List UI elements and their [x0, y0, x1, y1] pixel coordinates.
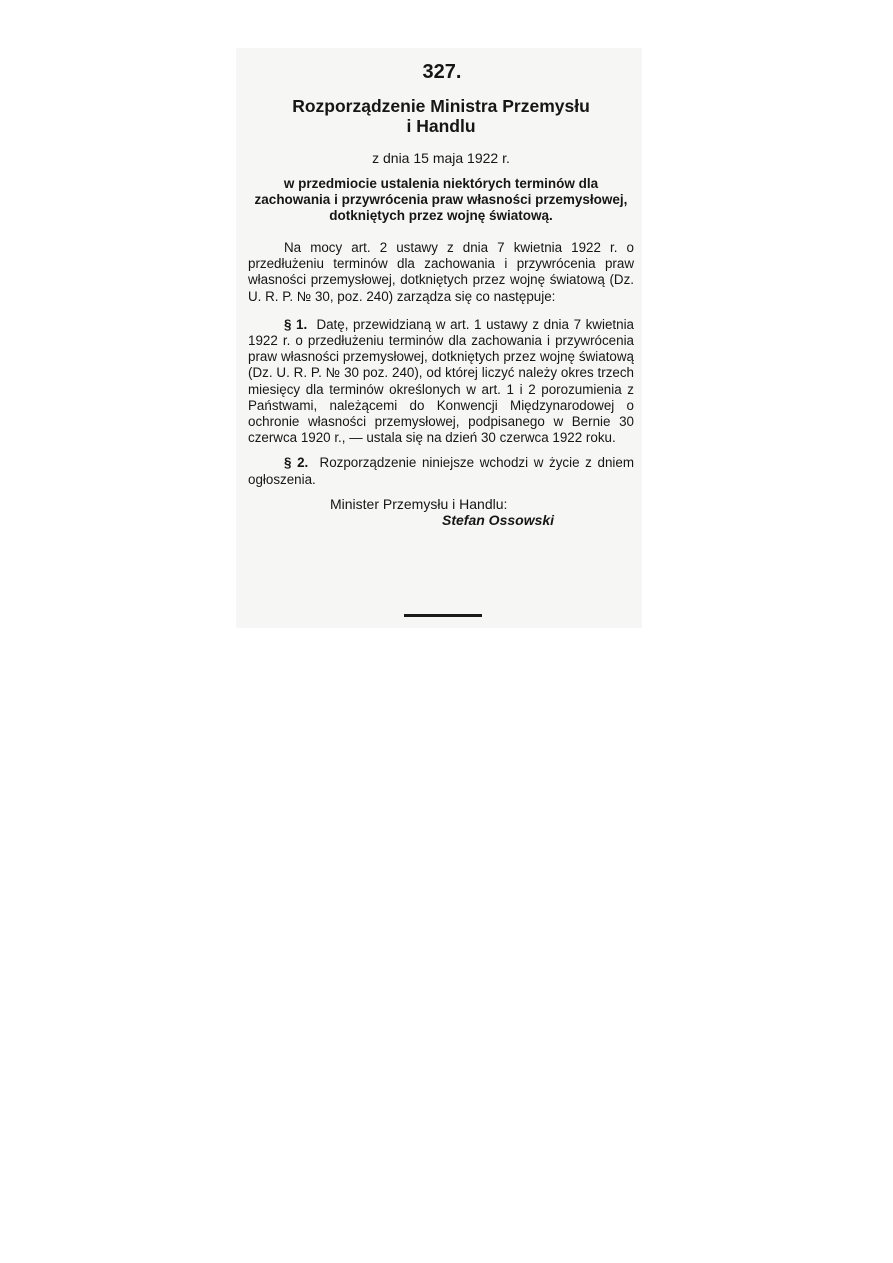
intro-paragraph: Na mocy art. 2 ustawy z dnia 7 kwietnia 1922 r. o przedłużeniu terminów dla zachowania i przywrócenia praw własności przemysłowej, dotkniętych przez wojnę światową (Dz. U. R. P. № 30, poz. 240) zarządza się co następuje: — [248, 240, 634, 304]
closing-rule — [404, 614, 482, 617]
section-1-label: § 1. — [284, 316, 308, 332]
section-1-text: Datę, przewidzianą w art. 1 ustawy z dnia 7 kwietnia 1922 r. o przedłużeniu terminów dla zachowania i przywrócenia praw własności przemysłowej, dotkniętych przez wojnę światową (Dz. U. R. P. № 30 poz. 240), od której liczyć należy okres trzech miesięcy dla terminów określonych w art. 1 i 2 porozumienia z Państwami, należącemi do Konwencji Międzynarodowej o ochronie własności przemysłowej, podpisanego w Bernie 30 czerwca 1920 r., — ustala się na dzień 30 czerwca 1922 roku. — [248, 316, 634, 446]
document-date: z dnia 15 maja 1922 r. — [372, 150, 510, 166]
document-column — [248, 60, 634, 528]
title-line-2: i Handlu — [406, 116, 476, 136]
section-2-label: § 2. — [284, 455, 309, 471]
document-title — [248, 96, 634, 136]
section-1 — [248, 317, 634, 447]
section-2-text: Rozporządzenie niniejsze wchodzi w życie z dniem ogłoszenia. — [248, 455, 634, 487]
page-number: 327. — [422, 61, 462, 83]
title-line-1: Rozporządzenie Ministra Przemysłu — [292, 96, 590, 116]
section-2 — [248, 455, 634, 487]
signatory-role: Minister Przemysłu i Handlu: — [330, 495, 508, 512]
document-subject: w przedmiocie ustalenia niektórych terminów dla zachowania i przywrócenia praw własności przemysłowej, dotkniętych przez wojnę światową. — [254, 176, 628, 223]
signatory-name: Stefan Ossowski — [442, 511, 555, 528]
signature-block — [248, 496, 634, 528]
